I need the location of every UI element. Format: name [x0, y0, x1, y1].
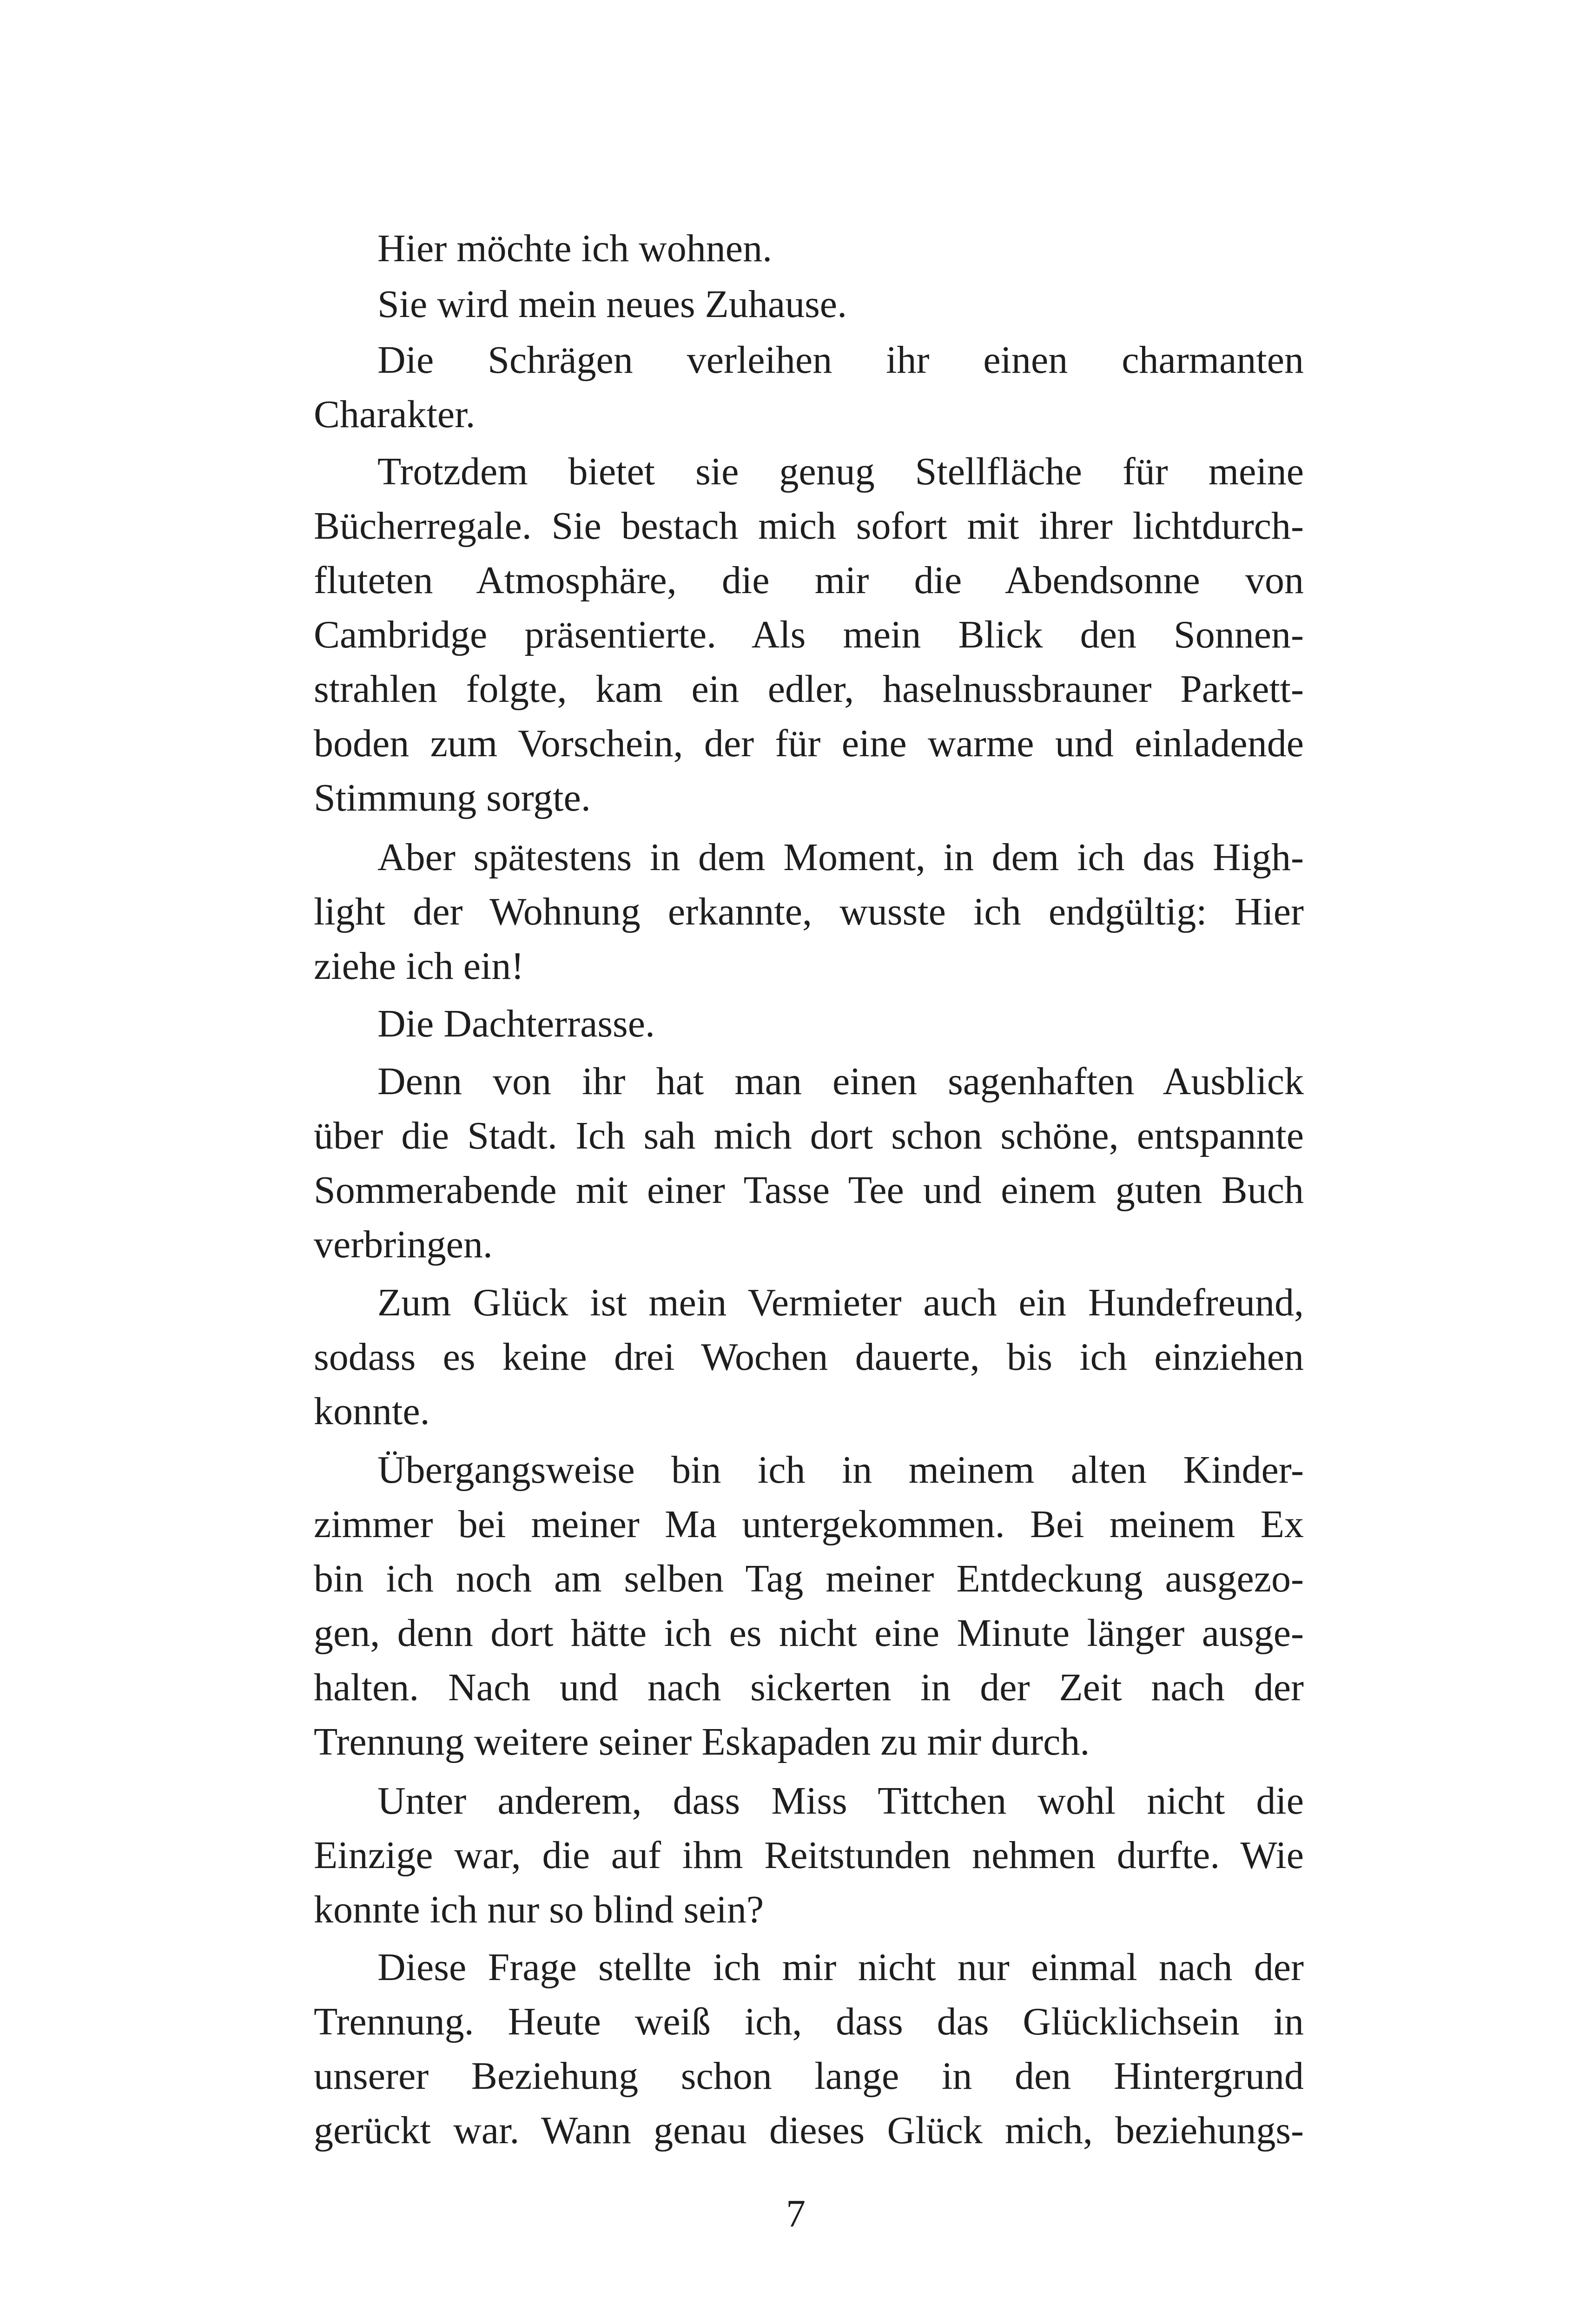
text-line: boden zum Vorschein, der für eine warme und einladende [314, 722, 1304, 765]
text-line: Zum Glück ist mein Vermieter auch ein Hundefreund, [377, 1281, 1304, 1324]
text-line: halten. Nach und nach sickerten in der Zeit nach der [314, 1666, 1304, 1709]
text-line: fluteten Atmosphäre, die mir die Abendsonne von [314, 559, 1304, 602]
text-line: Denn von ihr hat man einen sagenhaften Ausblick [377, 1060, 1304, 1103]
text-line: sodass es keine drei Wochen dauerte, bis ich einziehen [314, 1335, 1304, 1379]
text-line: bin ich noch am selben Tag meiner Entdeckung ausgezo- [314, 1557, 1304, 1600]
text-line: unserer Beziehung schon lange in den Hintergrund [314, 2054, 1304, 2098]
text-line: ziehe ich ein! [314, 944, 524, 988]
text-line: Sie wird mein neues Zuhause. [377, 283, 847, 326]
text-line: Die Dachterrasse. [377, 1002, 655, 1045]
text-line: light der Wohnung erkannte, wusste ich endgültig: Hier [314, 890, 1304, 933]
text-line: Übergangsweise bin ich in meinem alten Kinder- [377, 1448, 1304, 1492]
text-line: Die Schrägen verleihen ihr einen charmanten [377, 338, 1304, 382]
text-line: Unter anderem, dass Miss Tittchen wohl nicht die [377, 1779, 1304, 1822]
page-number: 7 [786, 2192, 806, 2235]
text-line: Einzige war, die auf ihm Reitstunden nehmen durfte. Wie [314, 1834, 1304, 1877]
text-line: Hier möchte ich wohnen. [377, 227, 773, 270]
text-line: Diese Frage stellte ich mir nicht nur einmal nach der [377, 1946, 1304, 1989]
text-line: Trennung weitere seiner Eskapaden zu mir durch. [314, 1720, 1090, 1763]
text-line: Charakter. [314, 393, 476, 436]
text-line: Bücherregale. Sie bestach mich sofort mit ihrer lichtdurch- [314, 504, 1304, 548]
text-line: Stimmung sorgte. [314, 776, 591, 819]
text-line: Cambridge präsentierte. Als mein Blick den Sonnen- [314, 613, 1304, 656]
text-line: Sommerabende mit einer Tasse Tee und einem guten Buch [314, 1169, 1304, 1212]
text-line: konnte ich nur so blind sein? [314, 1888, 764, 1931]
text-line: konnte. [314, 1390, 430, 1433]
text-line: verbringen. [314, 1223, 493, 1266]
text-line: Trennung. Heute weiß ich, dass das Glücklichsein in [314, 2000, 1304, 2043]
text-line: zimmer bei meiner Ma untergekommen. Bei meinem Ex [314, 1503, 1304, 1546]
text-line: strahlen folgte, kam ein edler, haselnussbrauner Parkett- [314, 667, 1304, 711]
text-line: Aber spätestens in dem Moment, in dem ich das High- [377, 836, 1304, 879]
text-line: Trotzdem bietet sie genug Stellfläche für meine [377, 450, 1304, 493]
text-line: über die Stadt. Ich sah mich dort schon schöne, entspannte [314, 1114, 1304, 1157]
text-line: gerückt war. Wann genau dieses Glück mich, beziehungs- [314, 2109, 1304, 2152]
text-line: gen, denn dort hätte ich es nicht eine Minute länger ausge- [314, 1611, 1304, 1655]
